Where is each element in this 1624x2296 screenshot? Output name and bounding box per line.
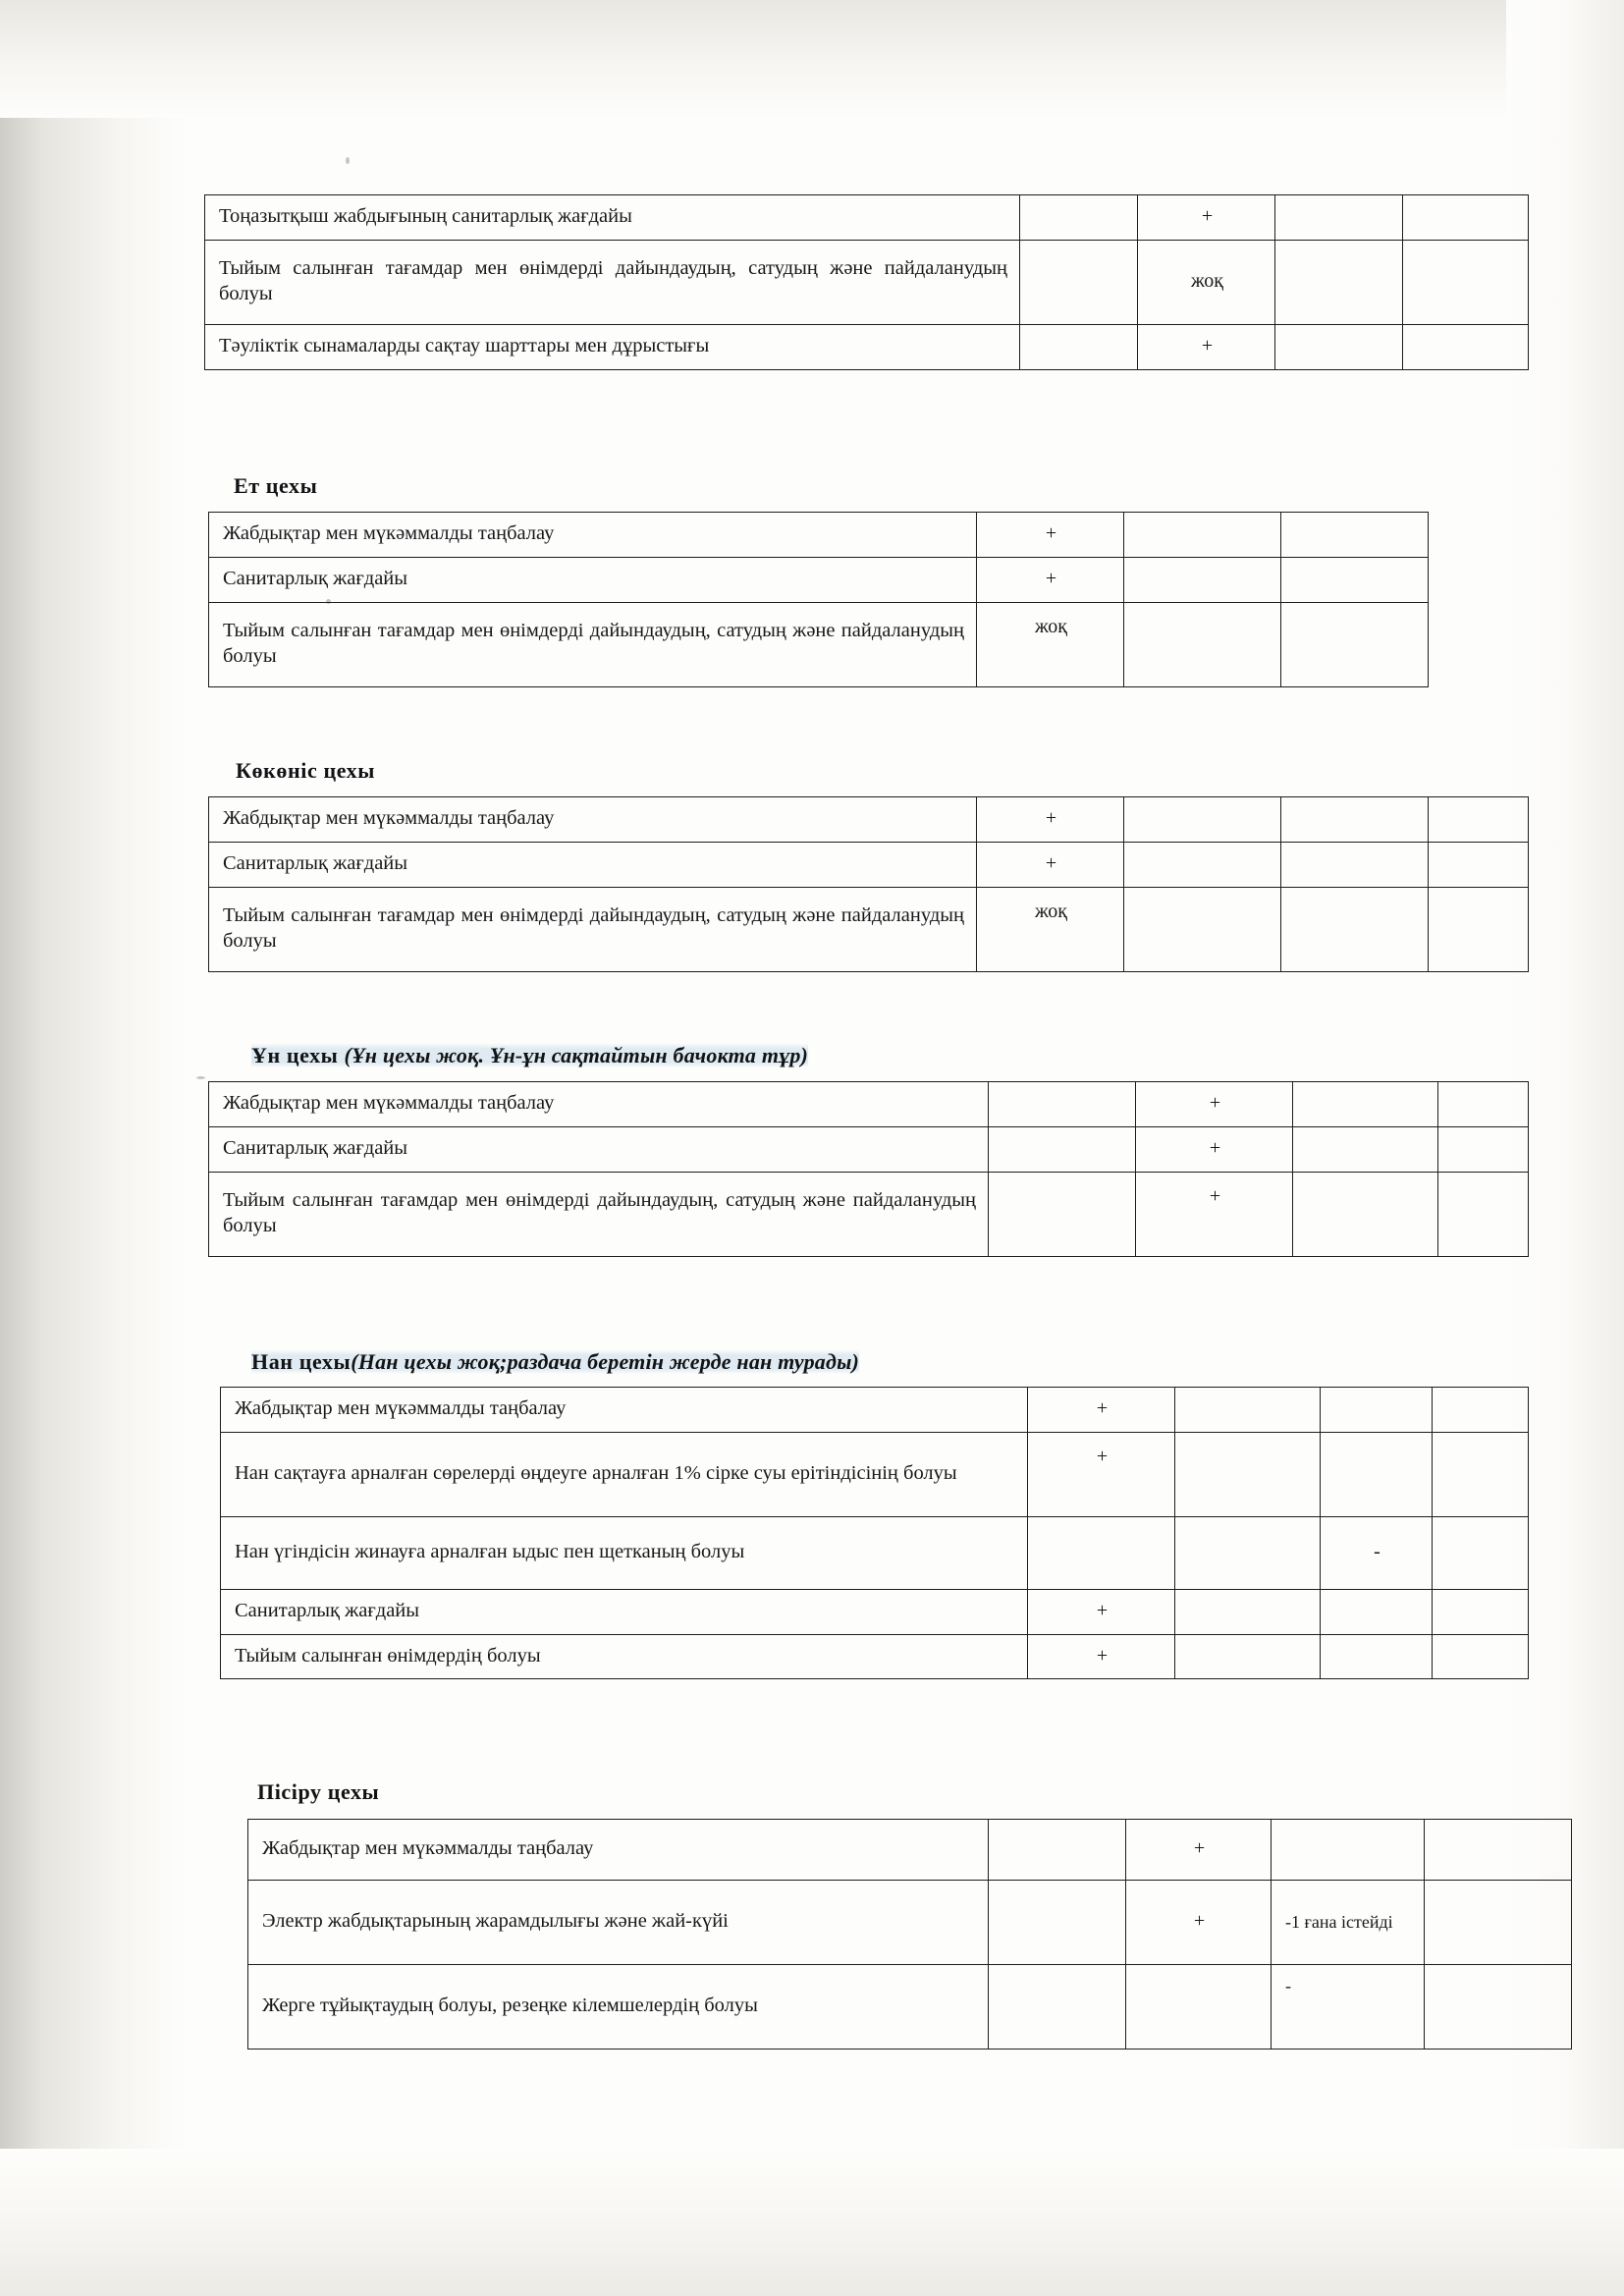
section-heading-bread-shop — [251, 1349, 859, 1375]
row-col4 — [1293, 1172, 1438, 1256]
row-col3 — [1124, 797, 1281, 843]
row-col5 — [1429, 797, 1529, 843]
row-col4 — [1281, 887, 1429, 971]
section-title-text: Ет цехы — [234, 473, 318, 498]
row-col2 — [989, 1965, 1126, 2050]
table-row — [209, 1082, 1529, 1127]
section-title-text: Көкөніс цехы — [236, 758, 376, 783]
table-meat-shop — [208, 512, 1429, 687]
row-label: Нан сақтауға арналған сөрелерді өңдеуге арналған 1% сірке суы ерітіндісінің болуы — [221, 1432, 1028, 1516]
section-heading-vegetable-shop — [236, 758, 375, 784]
row-label: Нан үгіндісін жинауға арналған ыдыс пен щетканың болуы — [221, 1516, 1028, 1589]
table-baking-shop — [247, 1819, 1572, 2050]
row-col2 — [989, 1126, 1136, 1172]
row-label: Жабдықтар мен мүкәммалды таңбалау — [221, 1388, 1028, 1433]
row-mark: + — [1126, 1881, 1272, 1965]
row-col5 — [1433, 1589, 1529, 1634]
section-heading-meat-shop — [234, 473, 317, 499]
row-col5 — [1433, 1388, 1529, 1433]
row-col5 — [1403, 240, 1529, 324]
row-col3 — [1124, 842, 1281, 887]
section-heading-flour-shop — [251, 1043, 808, 1068]
row-col5 — [1438, 1172, 1529, 1256]
table-bread-shop — [220, 1387, 1529, 1679]
row-col3 — [1175, 1432, 1321, 1516]
table-row — [209, 1172, 1529, 1256]
row-col3 — [1124, 602, 1281, 686]
table-top-continuation — [204, 194, 1529, 370]
section-title-main: Ұн цехы — [251, 1043, 345, 1067]
row-mark: жоқ — [977, 602, 1124, 686]
row-col3 — [1124, 887, 1281, 971]
row-col4 — [1281, 842, 1429, 887]
table-row — [205, 240, 1529, 324]
row-col5 — [1429, 887, 1529, 971]
row-col3 — [1175, 1634, 1321, 1679]
table-row — [209, 602, 1429, 686]
row-label: Тоңазытқыш жабдығының санитарлық жағдайы — [205, 195, 1020, 241]
table-row — [209, 887, 1529, 971]
section-heading-baking-shop — [257, 1779, 379, 1805]
table-row — [209, 557, 1429, 602]
row-col4 — [1293, 1082, 1438, 1127]
row-col5 — [1425, 1881, 1572, 1965]
row-note: - — [1321, 1516, 1433, 1589]
row-col4 — [1281, 797, 1429, 843]
table-row — [221, 1388, 1529, 1433]
table-row — [205, 195, 1529, 241]
row-col3 — [1175, 1516, 1321, 1589]
table-row — [209, 842, 1529, 887]
row-label: Тыйым салынған тағамдар мен өнімдерді дайындаудың, сатудың және пайдаланудың болуы — [209, 1172, 989, 1256]
section-title-text — [251, 1043, 808, 1067]
row-label: Санитарлық жағдайы — [209, 842, 977, 887]
section-title-text — [251, 1349, 859, 1374]
row-col5 — [1429, 842, 1529, 887]
row-col4 — [1272, 1820, 1425, 1881]
row-col2 — [989, 1881, 1126, 1965]
section-title-main: Нан цехы — [251, 1349, 352, 1374]
row-col5 — [1425, 1820, 1572, 1881]
row-mark: жоқ — [1138, 240, 1275, 324]
section-title-note: (Нан цехы жоқ;раздача беретін жерде нан турады) — [351, 1349, 860, 1374]
row-mark — [1126, 1965, 1272, 2050]
row-col3 — [1175, 1388, 1321, 1433]
row-mark: + — [1028, 1432, 1175, 1516]
table-row — [221, 1634, 1529, 1679]
table-row — [248, 1881, 1572, 1965]
row-label: Жерге тұйықтаудың болуы, резеңке кілемшелердің болуы — [248, 1965, 989, 2050]
row-col2 — [1020, 195, 1138, 241]
table-row — [248, 1820, 1572, 1881]
row-mark: + — [977, 842, 1124, 887]
row-col4 — [1293, 1126, 1438, 1172]
table-row — [221, 1589, 1529, 1634]
row-mark: + — [1028, 1634, 1175, 1679]
row-col4 — [1275, 240, 1403, 324]
row-col4 — [1321, 1388, 1433, 1433]
row-col5 — [1403, 195, 1529, 241]
row-mark: + — [1138, 195, 1275, 241]
row-label: Тыйым салынған өнімдердің болуы — [221, 1634, 1028, 1679]
row-label: Жабдықтар мен мүкәммалды таңбалау — [209, 797, 977, 843]
row-label: Электр жабдықтарының жарамдылығы және жай-күйі — [248, 1881, 989, 1965]
row-col2 — [989, 1172, 1136, 1256]
row-mark: + — [1028, 1388, 1175, 1433]
row-col5 — [1438, 1082, 1529, 1127]
row-mark: + — [1136, 1082, 1293, 1127]
row-col5 — [1433, 1634, 1529, 1679]
row-col4 — [1321, 1634, 1433, 1679]
row-col5 — [1403, 324, 1529, 369]
table-flour-shop — [208, 1081, 1529, 1257]
row-label: Тыйым салынған тағамдар мен өнімдерді дайындаудың, сатудың және пайдаланудың болуы — [205, 240, 1020, 324]
table-row — [221, 1432, 1529, 1516]
row-col4 — [1321, 1589, 1433, 1634]
row-col5 — [1438, 1126, 1529, 1172]
table-row — [205, 324, 1529, 369]
row-col2 — [989, 1820, 1126, 1881]
row-col5 — [1433, 1432, 1529, 1516]
row-label: Жабдықтар мен мүкәммалды таңбалау — [209, 513, 977, 558]
row-label: Санитарлық жағдайы — [221, 1589, 1028, 1634]
table-row — [248, 1965, 1572, 2050]
row-mark: + — [1136, 1126, 1293, 1172]
table-row — [221, 1516, 1529, 1589]
row-col4 — [1321, 1432, 1433, 1516]
row-label: Жабдықтар мен мүкәммалды таңбалау — [248, 1820, 989, 1881]
row-mark: + — [977, 797, 1124, 843]
row-col4 — [1281, 602, 1429, 686]
row-col3 — [1175, 1589, 1321, 1634]
row-note: - — [1272, 1965, 1425, 2050]
row-col3 — [1124, 557, 1281, 602]
row-mark: жоқ — [977, 887, 1124, 971]
table-row — [209, 1126, 1529, 1172]
row-col4 — [1281, 513, 1429, 558]
row-col3 — [1124, 513, 1281, 558]
row-label: Тәуліктік сынамаларды сақтау шарттары мен дұрыстығы — [205, 324, 1020, 369]
row-mark: + — [977, 513, 1124, 558]
row-mark: + — [1028, 1589, 1175, 1634]
row-col2 — [1020, 240, 1138, 324]
row-mark: + — [1126, 1820, 1272, 1881]
row-mark: + — [977, 557, 1124, 602]
row-col4 — [1275, 324, 1403, 369]
row-col5 — [1433, 1516, 1529, 1589]
row-col4 — [1281, 557, 1429, 602]
section-title-text: Пісіру цехы — [257, 1779, 380, 1804]
row-mark: + — [1138, 324, 1275, 369]
table-row — [209, 797, 1529, 843]
row-col5 — [1425, 1965, 1572, 2050]
section-title-note: (Ұн цехы жоқ. Ұн-ұн сақтайтын бачокта тұр) — [344, 1043, 809, 1067]
row-label: Тыйым салынған тағамдар мен өнімдерді дайындаудың, сатудың және пайдаланудың болуы — [209, 602, 977, 686]
row-label: Жабдықтар мен мүкәммалды таңбалау — [209, 1082, 989, 1127]
row-col2 — [989, 1082, 1136, 1127]
table-vegetable-shop — [208, 796, 1529, 972]
row-label: Тыйым салынған тағамдар мен өнімдерді дайындаудың, сатудың және пайдаланудың болуы — [209, 887, 977, 971]
row-col4 — [1275, 195, 1403, 241]
row-mark: + — [1136, 1172, 1293, 1256]
row-note: -1 ғана істейді — [1272, 1881, 1425, 1965]
table-row — [209, 513, 1429, 558]
row-mark — [1028, 1516, 1175, 1589]
row-label: Санитарлық жағдайы — [209, 557, 977, 602]
row-col2 — [1020, 324, 1138, 369]
row-label: Санитарлық жағдайы — [209, 1126, 989, 1172]
